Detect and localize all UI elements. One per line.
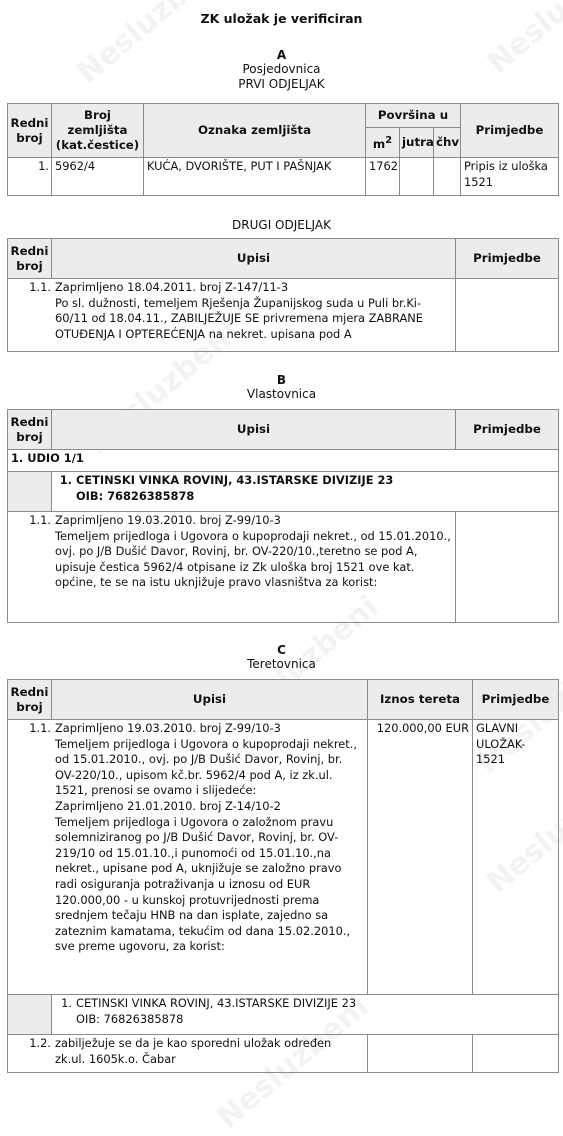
beneficiary-cell [52, 995, 559, 1035]
entry-text: Temeljem prijedloga i Ugovora o kupoprodaji nekret., od 15.01.2010., ovj. po J/B Dušić Davor, Rovinj, br. OV-220/10., upisom kč.br. 5962/4 pod A, iz zk.ul. 1521, prenosi se ovamo i slijedeće: [55, 736, 357, 798]
section-b-heading [0, 373, 563, 402]
section-letter: B [276, 373, 287, 387]
entry-received-line: Zaprimljeno 18.04.2011. broj Z-147/11-3 [55, 280, 289, 294]
m2-superscript: 2 [385, 135, 393, 147]
cell-primjedbe: GLAVNI ULOŽAK- 1521 [473, 720, 559, 995]
beneficiary-name: CETINSKI VINKA ROVINJ, 43.ISTARSKE DIVIZIJE 23 [76, 996, 357, 1010]
cell-primjedbe [473, 1035, 559, 1073]
beneficiary-number: 1. [61, 996, 72, 1010]
entry-cell [8, 279, 456, 352]
cell-oznaka: KUĆA, DVORIŠTE, PUT I PAŠNJAK [144, 158, 366, 196]
entry-number: 1.2. [29, 1036, 51, 1050]
owner-cell [52, 472, 559, 512]
entry-text: Po sl. dužnosti, temeljem Rješenja Županijskog suda u Puli br.Ki-60/11 od 18.04.11., ZABILJEŽUJE SE privremena mjera ZABRANE OTUĐENJA I OPTEREĆENJA na nekret. upisana pod A [55, 295, 423, 341]
col-header-broj-zemljista: Broj zemljišta (kat.čestice) [52, 104, 144, 158]
col-header-oznaka: Oznaka zemljišta [144, 104, 366, 158]
entry-number: 1.1. [29, 280, 51, 294]
cell-chv [434, 158, 461, 196]
col-header-jutra: jutra [400, 128, 434, 158]
section-c-heading [0, 643, 563, 672]
owner-name: CETINSKI VINKA ROVINJ, 43.ISTARSKE DIVIZIJE 23 [76, 473, 394, 487]
cell-broj-zemljista: 5962/4 [52, 158, 144, 196]
col-header-iznos-tereta: Iznos tereta [368, 680, 473, 720]
col-header-upisi: Upisi [52, 680, 368, 720]
entry-number: 1.1. [29, 513, 51, 527]
encumbrance-table [7, 679, 559, 1073]
entry-number: 1.1. [29, 721, 51, 735]
indent-cell [8, 472, 52, 512]
cell-iznos-tereta [368, 1035, 473, 1073]
entry-received-line: Zaprimljeno 19.03.2010. broj Z-99/10-3 [55, 721, 281, 735]
col-header-primjedbe: Primjedbe [456, 410, 559, 450]
entry-text: Temeljem prijedloga i Ugovora o kupoprodaji nekret., od 15.01.2010., ovj. po J/B Dušić Davor, Rovinj, br. OV-220/10.,teretno se pod A, upisuje čestica 5962/4 otpisane iz Zk uloška broj 1521 ove kat. općine, te se na istu uknjižuje pravo vlasništva za korist: [55, 528, 451, 590]
col-header-upisi: Upisi [52, 410, 456, 450]
indent-cell [8, 995, 52, 1035]
cell-iznos-tereta: 120.000,00 EUR [368, 720, 473, 995]
entry-cell [8, 720, 368, 995]
col-header-redni-broj: Redni broj [8, 410, 52, 450]
entry-text: Temeljem prijedloga i Ugovora o založnom pravu solemniziranog po J/B Dušić Davor, Rovinj, br. OV-219/10 od 15.01.10.,i punomoći od 15.01.10.,na nekret., upisane pod A, uknjižuje se založno pravo radi osiguranja potraživanja u iznosu od EUR 120.000,00 - u kunskoj protuvrijednosti prema srednjem tečaju HNB na dan isplate, zajedno sa zateznim kamatama, tekućim od dana 15.02.2010., sve preme ugovoru, za korist: [55, 814, 351, 954]
col-header-m2 [366, 128, 400, 158]
share-row: 1. UDIO 1/1 [8, 450, 559, 472]
subsection-name: DRUGI ODJELJAK [232, 218, 331, 232]
section-name: Teretovnica [247, 657, 316, 671]
beneficiary-oib: OIB: 76826385878 [76, 1011, 184, 1026]
entry-cell [8, 1035, 368, 1073]
cell-primjedbe: Pripis iz uloška 1521 [461, 158, 559, 196]
cell-jutra [400, 158, 434, 196]
cell-primjedbe [456, 512, 559, 623]
cell-redni: 1. [8, 158, 52, 196]
col-header-povrsina: Površina u [366, 104, 461, 128]
col-header-redni-broj: Redni broj [8, 239, 52, 279]
subsection-name: PRVI ODJELJAK [238, 77, 325, 91]
section-name: Vlastovnica [246, 387, 317, 401]
col-header-redni-broj: Redni broj [8, 680, 52, 720]
col-header-redni-broj: Redni broj [8, 104, 52, 158]
col-header-primjedbe: Primjedbe [461, 104, 559, 158]
col-header-chv: čhv [434, 128, 461, 158]
col-header-upisi: Upisi [52, 239, 456, 279]
m2-label: m [372, 136, 386, 151]
section-name: Posjedovnica [242, 62, 321, 76]
section-a-heading [0, 48, 563, 92]
owner-oib: OIB: 76826385878 [76, 488, 195, 503]
ownership-table [7, 409, 559, 623]
entry-received-line: Zaprimljeno 19.03.2010. broj Z-99/10-3 [55, 513, 281, 527]
section-letter: A [276, 48, 287, 62]
document-title: ZK uložak je verificiran [200, 11, 363, 26]
entry-text: zabilježuje se da je kao sporedni uložak određen zk.ul. 1605k.o. Čabar [55, 1036, 332, 1066]
cell-m2: 1762 [366, 158, 400, 196]
entry-received-line: Zaprimljeno 21.01.2010. broj Z-14/10-2 [55, 798, 281, 813]
entry-cell [8, 512, 456, 623]
encumbrance-note-table [7, 238, 559, 352]
section-letter: C [277, 643, 286, 657]
parcel-table [7, 103, 559, 196]
owner-number: 1. [59, 473, 72, 487]
col-header-primjedbe: Primjedbe [456, 239, 559, 279]
col-header-primjedbe: Primjedbe [473, 680, 559, 720]
cell-primjedbe [456, 279, 559, 352]
